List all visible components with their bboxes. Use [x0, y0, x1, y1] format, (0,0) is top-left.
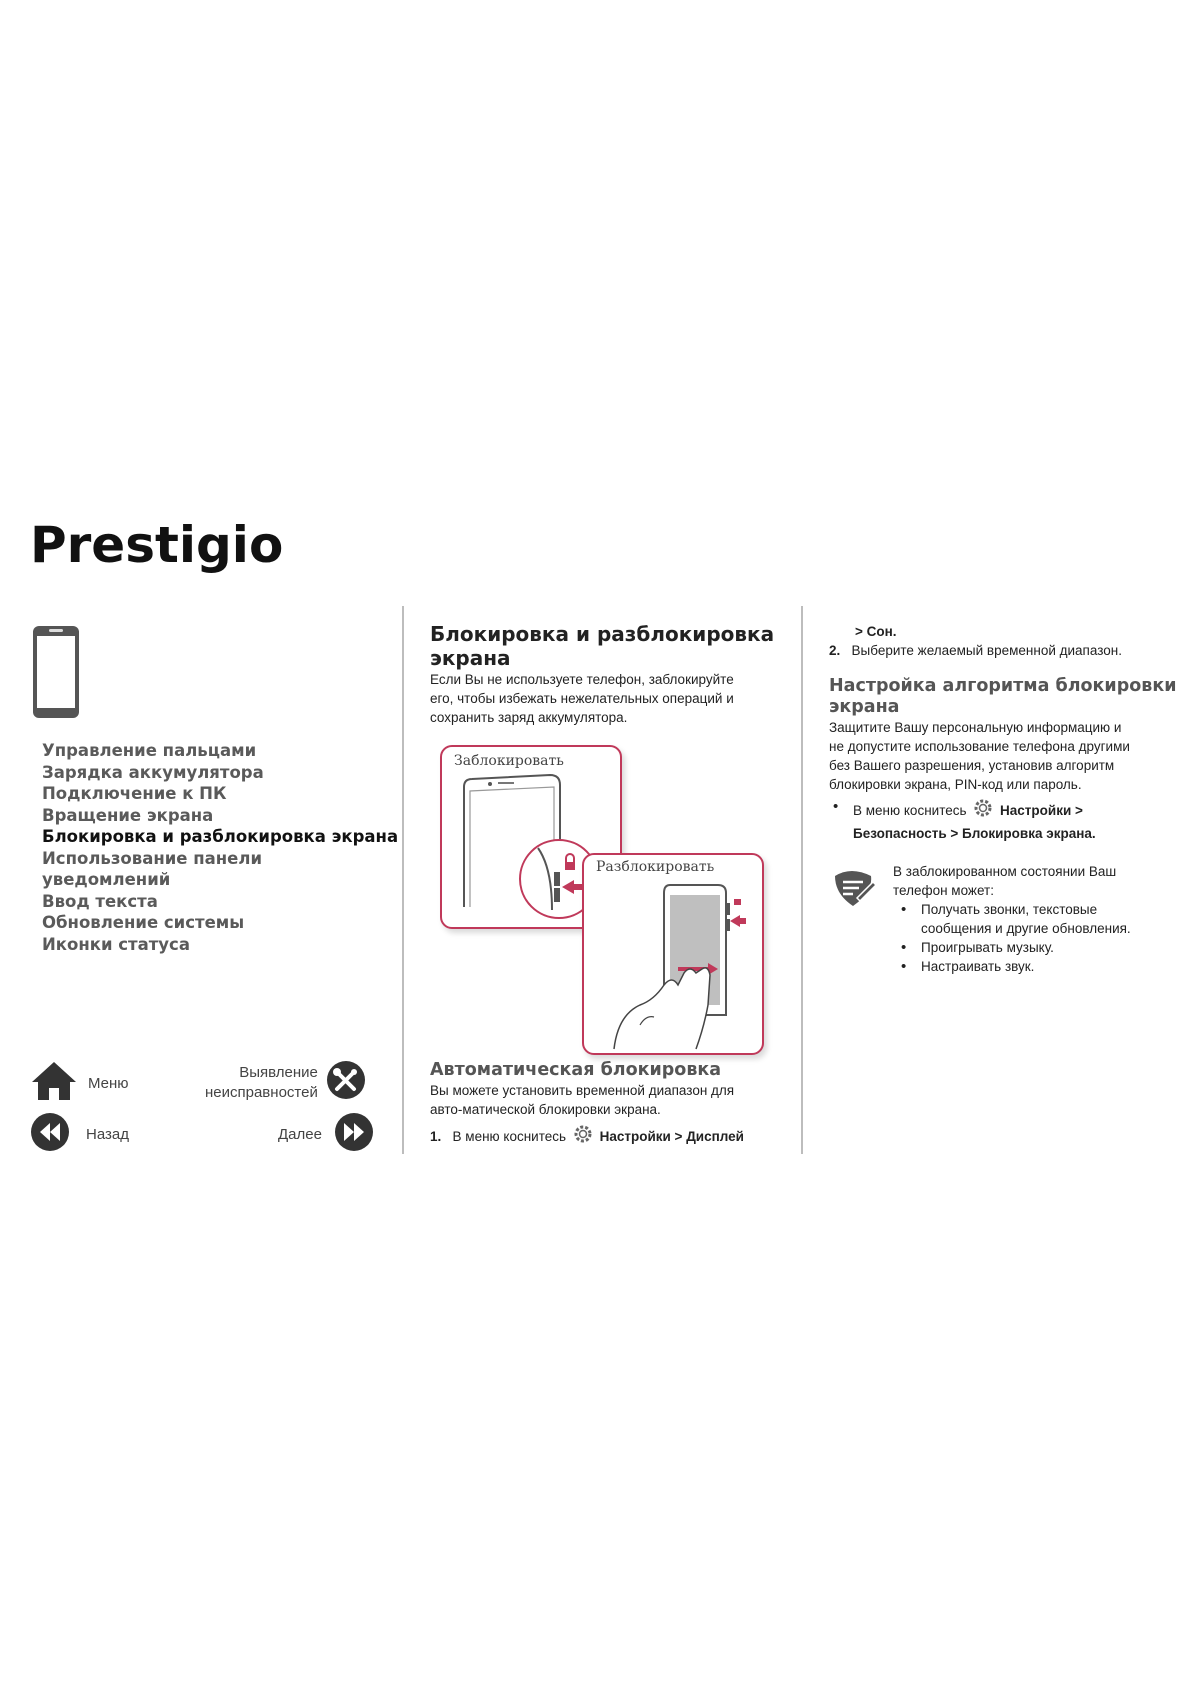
- phone-icon: [31, 624, 81, 725]
- section-title-line1: Блокировка и разблокировка: [430, 622, 775, 646]
- section-auto-lock: [430, 1060, 800, 1150]
- settings-path: Настройки >: [1000, 803, 1083, 818]
- step-1-continued: [829, 622, 1179, 641]
- note-item-text: Настраивать звук.: [921, 959, 1035, 974]
- troubleshoot-label-line2: неисправностей: [205, 1083, 318, 1101]
- unlock-illustration: [582, 853, 764, 1055]
- list-item: [897, 938, 1183, 957]
- fast-forward-icon: [334, 1112, 374, 1156]
- step-number: 2.: [829, 643, 841, 658]
- note-line: телефон может:: [893, 883, 994, 898]
- sleep-path: > Сон.: [855, 624, 897, 639]
- lock-label: Заблокировать: [454, 753, 564, 769]
- section-title: [430, 622, 790, 670]
- note-icon: [831, 868, 877, 915]
- settings-gear-icon: [572, 1123, 594, 1150]
- toc-item[interactable]: Зарядка аккумулятора: [42, 762, 264, 782]
- auto-lock-text: [430, 1081, 800, 1119]
- menu-label: Меню: [88, 1074, 129, 1092]
- toc-item[interactable]: Ввод текста: [42, 891, 158, 911]
- note-item-text: Получать звонки, текстовые: [921, 902, 1098, 917]
- table-of-contents: [42, 740, 398, 955]
- menu-button[interactable]: [30, 1060, 129, 1106]
- auto-lock-title: Автоматическая блокировка: [430, 1060, 722, 1080]
- troubleshoot-label-line1: Выявление: [239, 1063, 318, 1081]
- note-line: В заблокированном состоянии Ваш: [893, 864, 1117, 879]
- step-text: В меню коснитесь: [452, 1129, 567, 1144]
- step-text: Выберите желаемый временной диапазон.: [851, 643, 1122, 658]
- note-block: [893, 862, 1183, 976]
- algo-line: Защитите Вашу персональную информацию и: [829, 720, 1122, 735]
- lock-algorithm-text: [829, 718, 1179, 794]
- list-item: [897, 900, 1183, 938]
- section-lock-unlock: [430, 622, 790, 727]
- back-label: Назад: [86, 1125, 129, 1143]
- column-3: [829, 622, 1179, 843]
- lock-algorithm-title-line1: Настройка алгоритма блокировки: [829, 676, 1177, 696]
- intro-line: его, чтобы избежать нежелательных операций и: [430, 691, 734, 706]
- settings-path: Настройки > Дисплей: [599, 1129, 744, 1144]
- algo-line: блокировки экрана, PIN-код или пароль.: [829, 777, 1082, 792]
- next-button[interactable]: [278, 1112, 374, 1156]
- back-button[interactable]: [30, 1112, 129, 1156]
- lock-algorithm-title: [829, 676, 1179, 718]
- auto-lock-line: авто-матической блокировки экрана.: [430, 1102, 661, 1117]
- note-item-text: Проигрывать музыку.: [921, 940, 1054, 955]
- toc-item[interactable]: Использование панели: [42, 848, 263, 868]
- home-icon: [30, 1060, 78, 1106]
- step-1: [430, 1123, 800, 1150]
- toc-item[interactable]: Подключение к ПК: [42, 784, 227, 803]
- step-2: [829, 641, 1179, 660]
- rewind-icon: [30, 1112, 70, 1156]
- settings-bullet: [829, 797, 1179, 843]
- toc-item[interactable]: Вращение экрана: [42, 805, 214, 825]
- step-number: 1.: [430, 1129, 442, 1144]
- next-label: Далее: [278, 1125, 322, 1143]
- lock-algorithm-title-line2: экрана: [829, 697, 900, 717]
- toc-item[interactable]: Обновление системы: [42, 913, 245, 932]
- unlock-label: Разблокировать: [596, 859, 715, 875]
- bullet-text: В меню коснитесь: [853, 803, 967, 818]
- toc-item[interactable]: Управление пальцами: [42, 741, 257, 760]
- settings-gear-icon: [972, 797, 994, 824]
- algo-line: без Вашего разрешения, установив алгоритм: [829, 758, 1115, 773]
- toc-item-current[interactable]: Блокировка и разблокировка экрана: [42, 827, 399, 846]
- intro-line: Если Вы не используете телефон, заблокируйте: [430, 672, 734, 687]
- toc-item[interactable]: Иконки статуса: [42, 934, 190, 954]
- list-item: [897, 957, 1183, 976]
- note-item-text: сообщения и другие обновления.: [921, 921, 1131, 936]
- list-item: [829, 797, 1179, 843]
- tools-icon: [326, 1060, 366, 1105]
- section-title-line2: экрана: [430, 646, 511, 670]
- security-path: Безопасность > Блокировка экрана.: [853, 826, 1096, 841]
- note-text: [893, 862, 1183, 900]
- column-divider-2: [801, 606, 803, 1154]
- note-list: [897, 900, 1183, 976]
- column-divider-1: [402, 606, 404, 1154]
- intro-line: сохранить заряд аккумулятора.: [430, 710, 628, 725]
- algo-line: не допустите использование телефона другими: [829, 739, 1130, 754]
- troubleshoot-button[interactable]: [205, 1060, 366, 1105]
- prestigio-logo: Prestigio: [30, 516, 284, 574]
- intro-text: [430, 670, 790, 727]
- auto-lock-line: Вы можете установить временной диапазон для: [430, 1083, 735, 1098]
- troubleshoot-label: [205, 1063, 318, 1103]
- toc-item[interactable]: уведомлений: [42, 870, 171, 889]
